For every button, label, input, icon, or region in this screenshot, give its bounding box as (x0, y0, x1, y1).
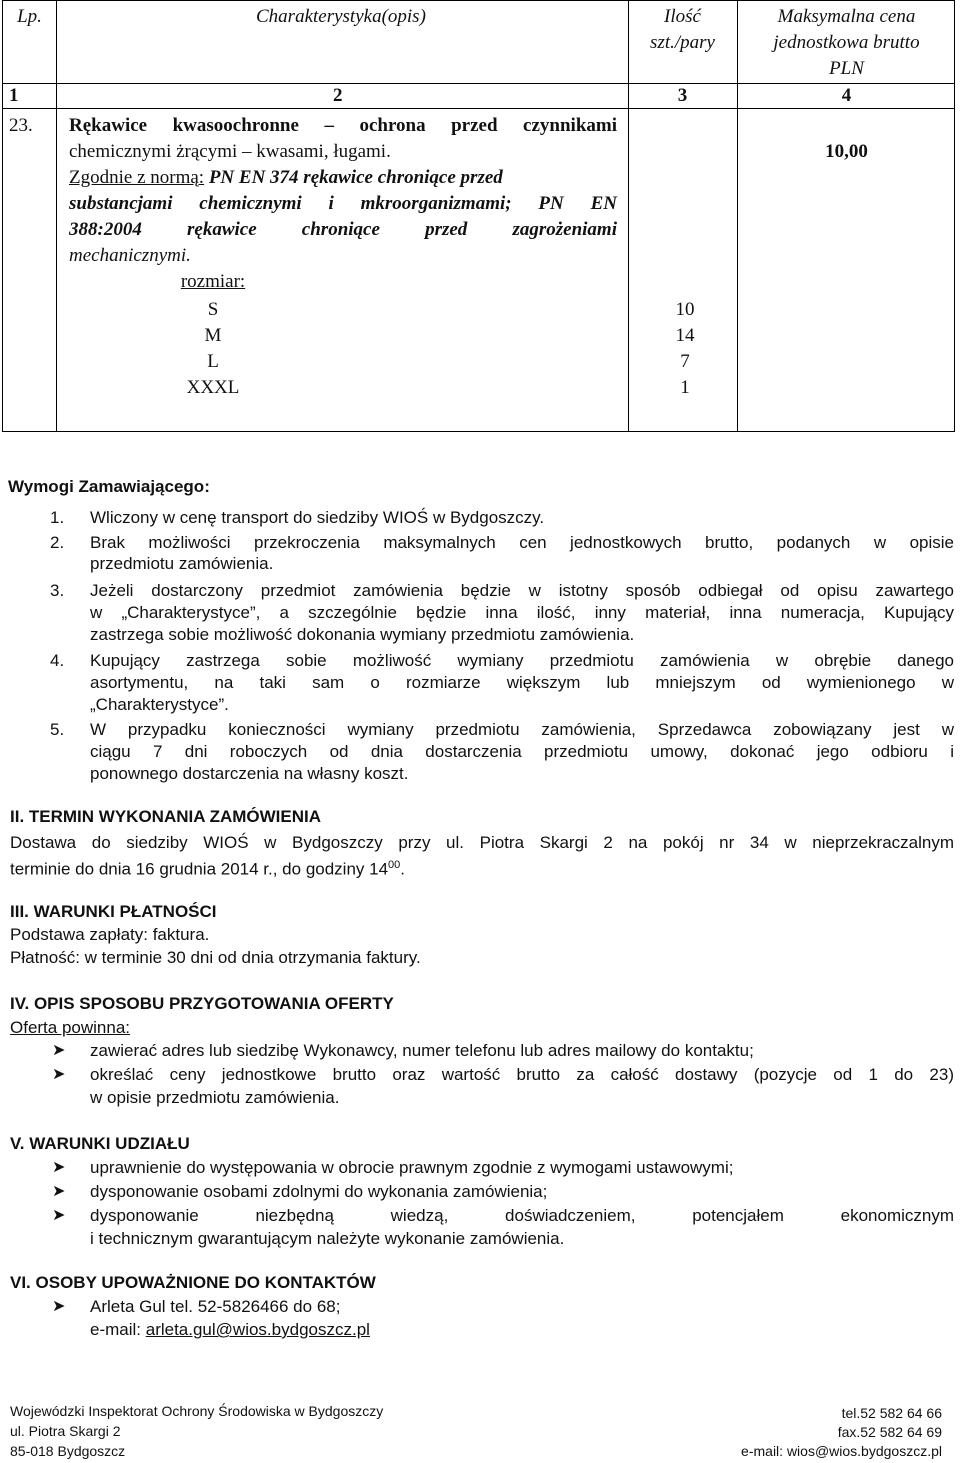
size-name: L (207, 351, 219, 372)
header-price-2: jednostkowa brutto (773, 32, 920, 53)
size-qty: 1 (680, 377, 690, 398)
header-price-3: PLN (829, 58, 864, 79)
req-line: asortymentu, na taki sam o rozmiarze większym lub mniejszym od wymienionego w (90, 673, 954, 692)
req-number: 5. (50, 720, 65, 739)
size-qty: 7 (680, 351, 690, 372)
size-label: rozmiar: (180, 271, 246, 292)
desc-line: chemicznymi żrącymi – kwasami, ługami. (69, 141, 391, 162)
req-line: „Charakterystyce”. (90, 695, 229, 714)
req-line: zastrzega sobie możliwość dokonania wymiany przedmiotu zamówienia. (90, 625, 635, 644)
bullet-line: określać ceny jednostkowe brutto oraz wartość brutto za całość dostawy (pozycje od 1 do 23) (90, 1065, 954, 1084)
size-name: M (204, 325, 222, 346)
norm-text: PN EN 374 rękawice chroniące przed (208, 167, 503, 188)
size-qty: 14 (675, 325, 695, 346)
section-3-line: Podstawa zapłaty: faktura. (10, 925, 210, 944)
section-2-title: II. TERMIN WYKONANIA ZAMÓWIENIA (10, 807, 322, 826)
desc-line: substancjami chemicznymi i mkroorganizmami; PN EN (69, 193, 617, 214)
req-line: W przypadku konieczności wymiany przedmiotu zamówienia, Sprzedawca zobowiązany jest w (90, 720, 954, 739)
req-line: ponownego dostarczenia na własny koszt. (90, 764, 409, 783)
desc-line: Rękawice kwasoochronne – ochrona przed czynnikami (69, 115, 617, 136)
req-line: Wliczony w cenę transport do siedziby WIOŚ w Bydgoszczy. (90, 508, 545, 527)
header-qty-1: Ilość (664, 6, 701, 27)
req-number: 4. (50, 651, 65, 670)
footer-right-line: fax.52 582 64 69 (837, 1424, 942, 1440)
table-divider (56, 1, 57, 431)
size-qty: 10 (675, 299, 695, 320)
header-characteristics: Charakterystyka(opis) (256, 6, 426, 27)
section-5-title: V. WARUNKI UDZIAŁU (10, 1134, 190, 1153)
bullet-line: i technicznym gwarantującym należyte wykonanie zamówienia. (90, 1229, 565, 1248)
row-lp: 23. (9, 115, 33, 136)
header-price-1: Maksymalna cena (777, 6, 916, 27)
size-name: XXXL (186, 377, 240, 398)
spec-table (2, 0, 955, 432)
col-number: 3 (677, 85, 688, 106)
desc-line: 388:2004 rękawice chroniące przed zagrożeniami (69, 219, 617, 240)
col-number: 1 (9, 85, 19, 106)
req-line: przedmiotu zamówienia. (90, 554, 274, 573)
req-line: Kupujący zastrzega sobie możliwość wymiany przedmiotu zamówienia w obrębie danego (90, 651, 954, 670)
arrowhead-bullet-icon: ➤ (52, 1042, 66, 1059)
col-number: 4 (841, 85, 852, 106)
bullet-line: w opisie przedmiotu zamówienia. (90, 1088, 340, 1107)
section-3-line: Płatność: w terminie 30 dni od dnia otrzymania faktury. (10, 948, 421, 967)
section-6-title: VI. OSOBY UPOWAŻNIONE DO KONTAKTÓW (10, 1273, 376, 1292)
req-number: 2. (50, 533, 65, 552)
req-line: ciągu 7 dni roboczych od dnia dostarczenia przedmiotu umowy, dokonać jego odbioru i (90, 742, 954, 761)
desc-line: mechanicznymi. (69, 245, 191, 266)
req-line: Brak możliwości przekroczenia maksymalnych cen jednostkowych brutto, podanych w opisie (90, 533, 954, 552)
contact-email-line: e-mail: arleta.gul@wios.bydgoszcz.pl (90, 1320, 370, 1339)
requirements-title: Wymogi Zamawiającego: (8, 477, 210, 496)
contact-line: Arleta Gul tel. 52-5826466 do 68; (90, 1297, 341, 1316)
footer-right-line: e-mail: wios@wios.bydgoszcz.pl (741, 1443, 942, 1459)
desc-line (69, 166, 617, 190)
norm-label: Zgodnie z normą: (69, 167, 205, 188)
email-link[interactable]: arleta.gul@wios.bydgoszcz.pl (145, 1320, 370, 1339)
header-lp: Lp. (17, 6, 42, 27)
header-qty-2: szt./pary (650, 32, 715, 53)
bullet-line: dysponowanie niezbędną wiedzą, doświadczeniem, potencjałem ekonomicznym (90, 1206, 954, 1225)
section-2-line: Dostawa do siedziby WIOŚ w Bydgoszczy przy ul. Piotra Skargi 2 na pokój nr 34 w nieprzekraczalnym (10, 833, 954, 852)
table-divider (628, 1, 629, 431)
footer-right-line: tel.52 582 64 66 (841, 1405, 942, 1421)
req-number: 1. (50, 508, 65, 527)
footer-left-line: Wojewódzki Inspektorat Ochrony Środowiska w Bydgoszczy (10, 1403, 384, 1419)
bullet-line: zawierać adres lub siedzibę Wykonawcy, numer telefonu lub adres mailowy do kontaktu; (90, 1041, 754, 1060)
arrowhead-bullet-icon: ➤ (52, 1298, 66, 1315)
size-name: S (207, 299, 219, 320)
req-number: 3. (50, 581, 65, 600)
row-price: 10,00 (825, 141, 868, 162)
col-number: 2 (333, 85, 343, 106)
footer-left-line: ul. Piotra Skargi 2 (10, 1423, 121, 1439)
bullet-line: dysponowanie osobami zdolnymi do wykonania zamówienia; (90, 1182, 548, 1201)
arrowhead-bullet-icon: ➤ (52, 1066, 66, 1083)
arrowhead-bullet-icon: ➤ (52, 1183, 66, 1200)
arrowhead-bullet-icon: ➤ (52, 1207, 66, 1224)
req-line: Jeżeli dostarczony przedmiot zamówienia będzie w istotny sposób odbiegał od opisu zawartego (90, 581, 954, 600)
section-4-subtitle: Oferta powinna: (10, 1018, 131, 1037)
footer-left-line: 85-018 Bydgoszcz (10, 1443, 126, 1459)
bullet-line: uprawnienie do występowania w obrocie prawnym zgodnie z wymogami ustawowymi; (90, 1158, 734, 1177)
section-3-title: III. WARUNKI PŁATNOŚCI (10, 902, 217, 921)
table-divider (3, 108, 954, 109)
req-line: w „Charakterystyce”, a szczególnie będzie inna ilość, inny materiał, inna numeracja, Kupujący (90, 603, 954, 622)
section-4-title: IV. OPIS SPOSOBU PRZYGOTOWANIA OFERTY (10, 994, 394, 1013)
section-2-line: terminie do dnia 16 grudnia 2014 r., do godziny $14^{00}$. (10, 859, 406, 879)
arrowhead-bullet-icon: ➤ (52, 1159, 66, 1176)
